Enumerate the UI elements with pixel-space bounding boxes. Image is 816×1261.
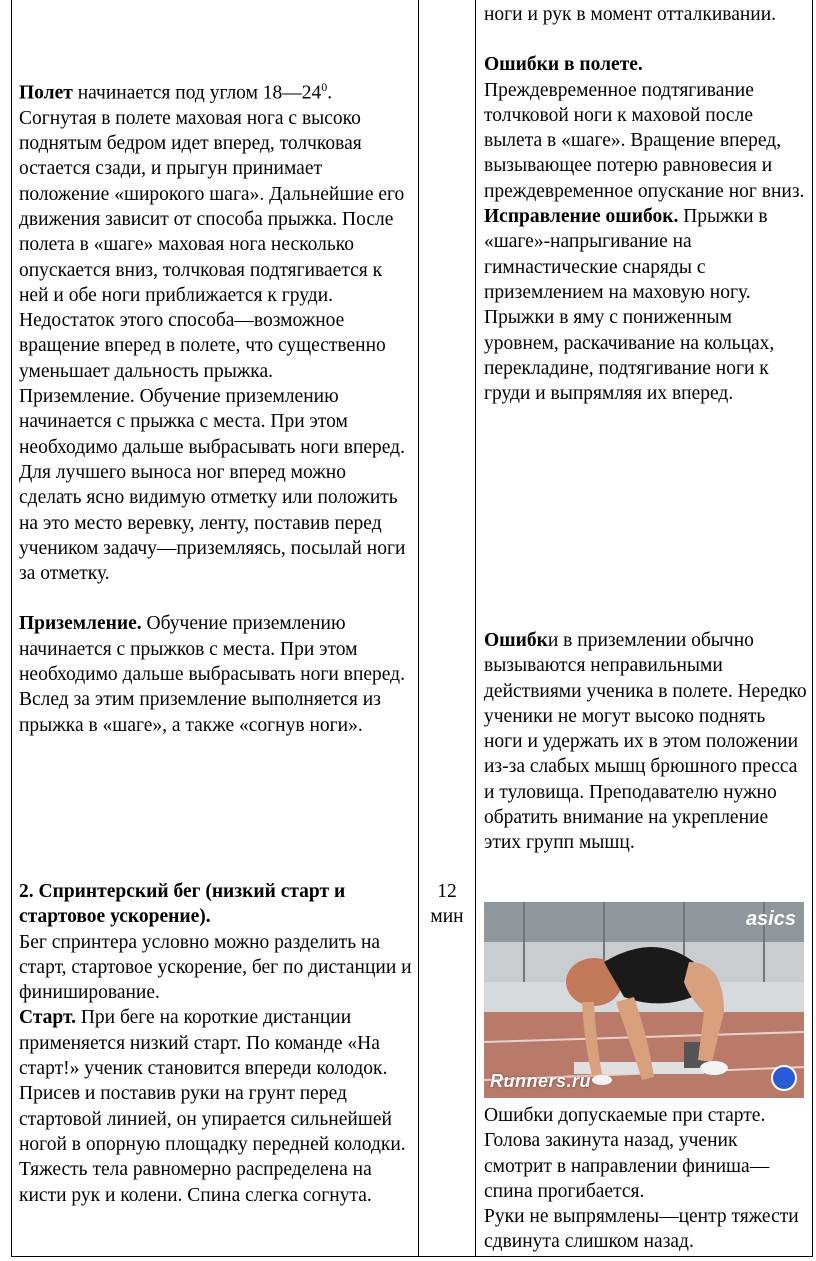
table-border-col1 [418,0,419,1256]
sprinter-start-photo [484,902,804,1098]
degree-superscript: 0 [321,80,328,94]
right-column [484,2,808,406]
runners-logo: Runners.ru [490,1071,592,1091]
duration-unit: мин [430,906,464,928]
landing-paragraph-1: Приземление. Обучение приземлению начинается с прыжка с места. При этом необходимо дальше выбрасывать ноги вперед. Для лучшего выноса ног вперед можно сделать ясно видимую отметку или положить на это место веревку, ленту, поставив перед учеником задачу—приземляясь, посылай ноги за отметку. [19,386,406,585]
duration-cell [419,879,475,930]
errors-flight-text: Преждевременное подтягивание толчковой ноги к маховой после вылета в «шаге». Вращение вперед, вызывающее потерю равновесия и преждевременное опускание ног вниз. [484,79,805,202]
errors-flight-heading: Ошибки в полете. [484,54,643,76]
fix-text: Прыжки в «шаге»-напрыгивание на гимнастические снаряды с приземлением на маховую ногу. Прыжки в яму с пониженным уровнем, раскачивание на кольцах, перекладине, подтягивание ноги к груди и выпрямляя их вперед. [484,206,775,405]
sprint-text: Бег спринтера условно можно разделить на старт, стартовое ускорение, бег по дистанции и финиширование. [19,931,412,1004]
fix-heading: Исправление ошибок. [484,206,679,228]
left-column [19,75,413,738]
landing-paragraph-2 [19,611,413,737]
table-border-left [11,0,12,1256]
start-heading: Старт. [19,1007,76,1029]
start-errors-text-2: Руки не выпрямлены—центр тяжести сдвинута слишком назад. [484,1206,799,1253]
landing-heading: Приземление. [19,613,142,635]
start-errors-text-1: Ошибки допускаемые при старте. Голова закинута назад, ученик смотрит в направлении финиша—спина прогибается. [484,1105,770,1202]
right-column-landing-errors [484,628,808,856]
table-border-col2 [475,0,476,1256]
sprint-heading: 2. Спринтерский бег (низкий старт и стартовое ускорение). [19,881,346,928]
flight-heading: Полет [19,82,73,104]
left-column-sprint [19,879,413,1208]
flight-paragraph [19,75,413,384]
table-border-right [812,0,813,1256]
landing-errors-paragraph [484,628,808,856]
landing-errors-heading: Ошибк [484,630,548,651]
landing-errors-text: и в приземлении обычно вызываются неправильными действиями ученика в полете. Нередко ученики не могут высоко поднять ноги и удержать их в этом положении из-за слабых мышц брюшного пресса и туловища. Преподавателю нужно обратить внимание на укрепление этих групп мышц. [484,630,807,854]
landing-text: Обучение приземлению начинается с прыжков с места. При этом необходимо дальше выбрасывать ноги вперед. Вслед за этим приземление выполняется из прыжка в «шаге», а также «согнув ноги». [19,613,405,736]
start-paragraph [19,1005,413,1207]
start-text: При беге на короткие дистанции применяется низкий старт. По команде «На старт!» ученик становится впереди колодок. Присев и поставив руки на грунт перед стартовой линией, он упирается сильнейшей ногой в опорную площадку передней колодки. Тяжесть тела равномерно распределена на кисти рук и колени. Спина слегка согнута. [19,1007,406,1206]
photo-illustration [484,902,804,1098]
table-border-bottom [11,1256,813,1257]
duration-number: 12 [437,881,457,902]
asics-logo: asics [745,908,796,930]
flight-text: начинается под углом 18—24 [72,82,322,104]
continuation-text: ноги и рук в момент отталкивании. [484,4,777,25]
fix-paragraph [484,204,808,406]
right-column-start-errors [484,1103,808,1255]
flight-text-after: . Согнутая в полете маховая нога с высоко поднятым бедром идет вперед, толчковая остается сзади, и прыгун принимает положение «широкого шага». Дальнейшие его движения зависит от способа прыжка. После полета в «шаге» маховая нога несколько опускается вниз, толчковая подтягивается к ней и обе ноги приближается к груди. Недостаток этого способа—возможное вращение вперед в полете, что существенно уменьшает дальность прыжка. [19,82,405,382]
